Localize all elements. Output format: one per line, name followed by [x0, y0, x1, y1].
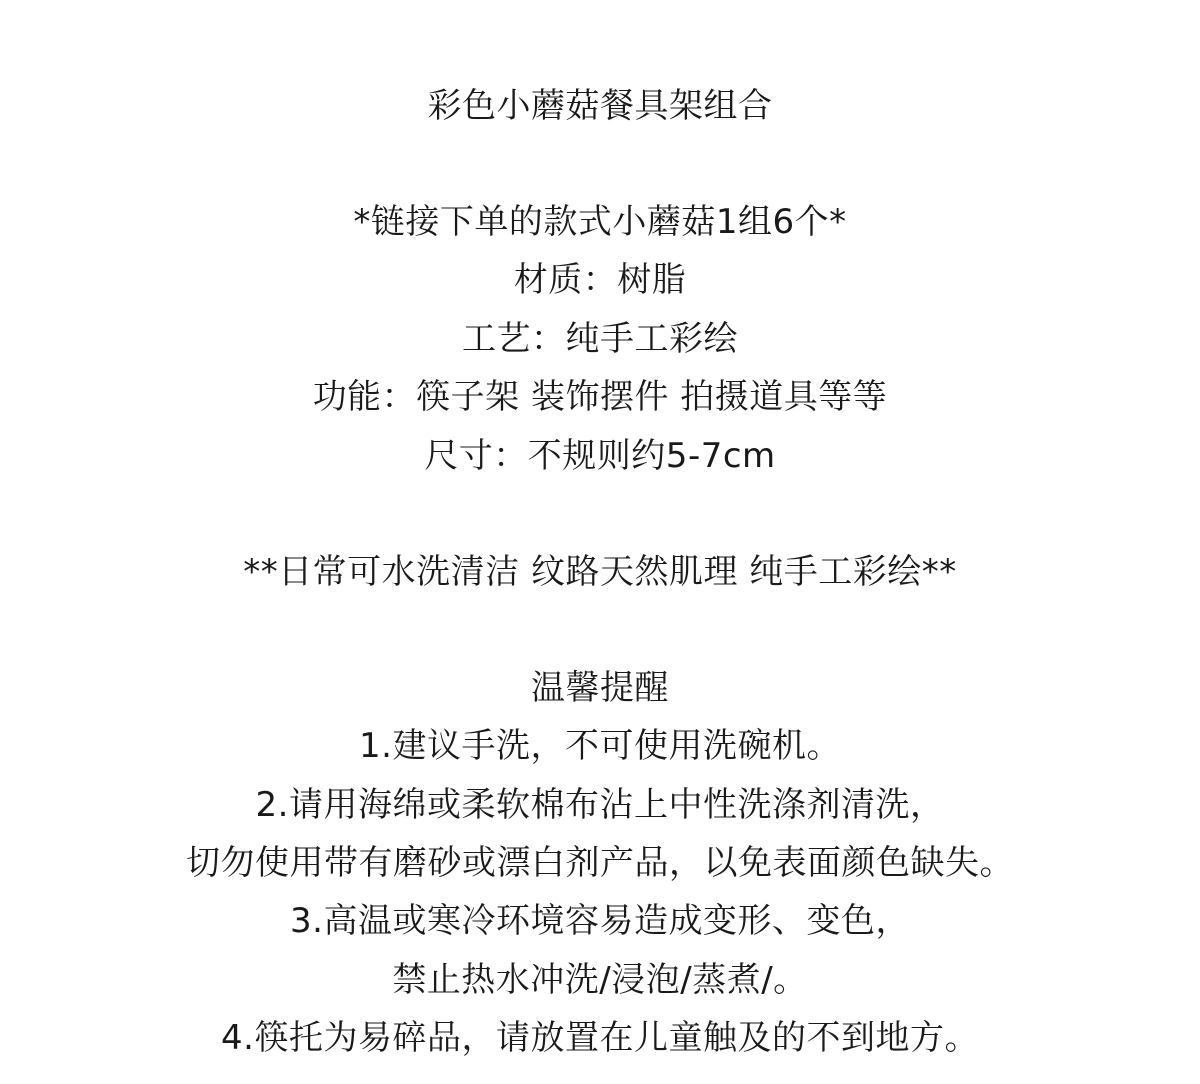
reminder-line: 4.筷托为易碎品，请放置在儿童触及的不到地方。: [221, 1018, 979, 1058]
link-note: *链接下单的款式小蘑菇1组6个*: [353, 202, 847, 242]
reminder-line: 3.高温或寒冷环境容易造成变形、变色，: [290, 901, 910, 941]
material-line: 材质：树脂: [513, 260, 687, 300]
reminder-line: 2.请用海绵或柔软棉布沾上中性洗涤剂清洗，: [255, 785, 945, 825]
size-line: 尺寸：不规则约5-7cm: [424, 436, 776, 476]
reminder-heading: 温馨提醒: [531, 668, 669, 708]
highlight-line: **日常可水洗清洁 纹路天然肌理 纯手工彩绘**: [243, 552, 957, 592]
reminder-line: 切勿使用带有磨砂或漂白剂产品，以免表面颜色缺失。: [186, 843, 1014, 883]
function-line: 功能：筷子架 装饰摆件 拍摄道具等等: [312, 377, 888, 417]
reminder-line: 禁止热水冲洗/浸泡/蒸煮/。: [392, 960, 808, 1000]
product-title: 彩色小蘑菇餐具架组合: [427, 86, 773, 126]
reminder-line: 1.建议手洗，不可使用洗碗机。: [359, 726, 841, 766]
craft-line: 工艺：纯手工彩绘: [462, 319, 738, 359]
